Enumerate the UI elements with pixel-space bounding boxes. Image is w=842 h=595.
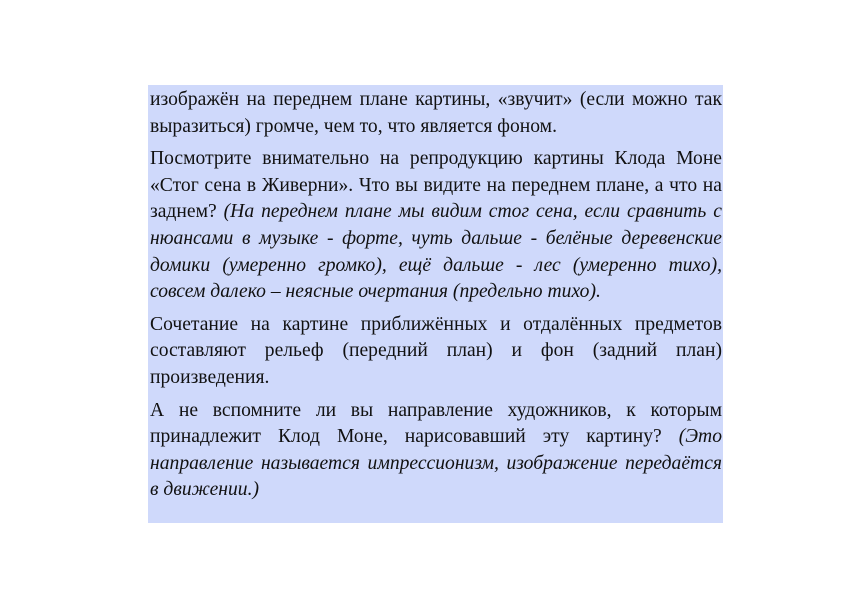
paragraph-1-text: изображён на переднем плане картины, «звучит» (если можно так выразиться) громче, чем то, что является фоном.: [150, 89, 722, 137]
paragraph-3: [150, 312, 722, 392]
paragraph-2-answer: (На переднем плане мы видим стог сена, если сравнить с нюансами в музыке - форте, чуть дальше - белёные деревенские домики (умеренно громко), ещё дальше - лес (умеренно тихо), совсем далеко – неясные очертания (предельно тихо).: [150, 201, 722, 303]
paragraph-2-text: Посмотрите внимательно на репродукцию картины Клода Моне «Стог сена в Живерни». Что вы видите на переднем плане, а что на заднем?: [150, 148, 722, 223]
paragraph-3-text: Сочетание на картине приближённых и отдалённых предметов составляют рельеф (передний план) и фон (задний план) произведения.: [150, 313, 722, 388]
paragraph-2: [150, 146, 722, 306]
paragraph-4-answer: (Это направление называется импрессионизм, изображение передаётся в движении.): [150, 426, 722, 501]
paragraph-1: [150, 87, 722, 140]
text-block: [148, 85, 723, 523]
paragraph-4-text: А не вспомните ли вы направление художников, к которым принадлежит Клод Моне, нарисовавший эту картину?: [150, 399, 722, 448]
paragraph-4: [150, 398, 722, 504]
